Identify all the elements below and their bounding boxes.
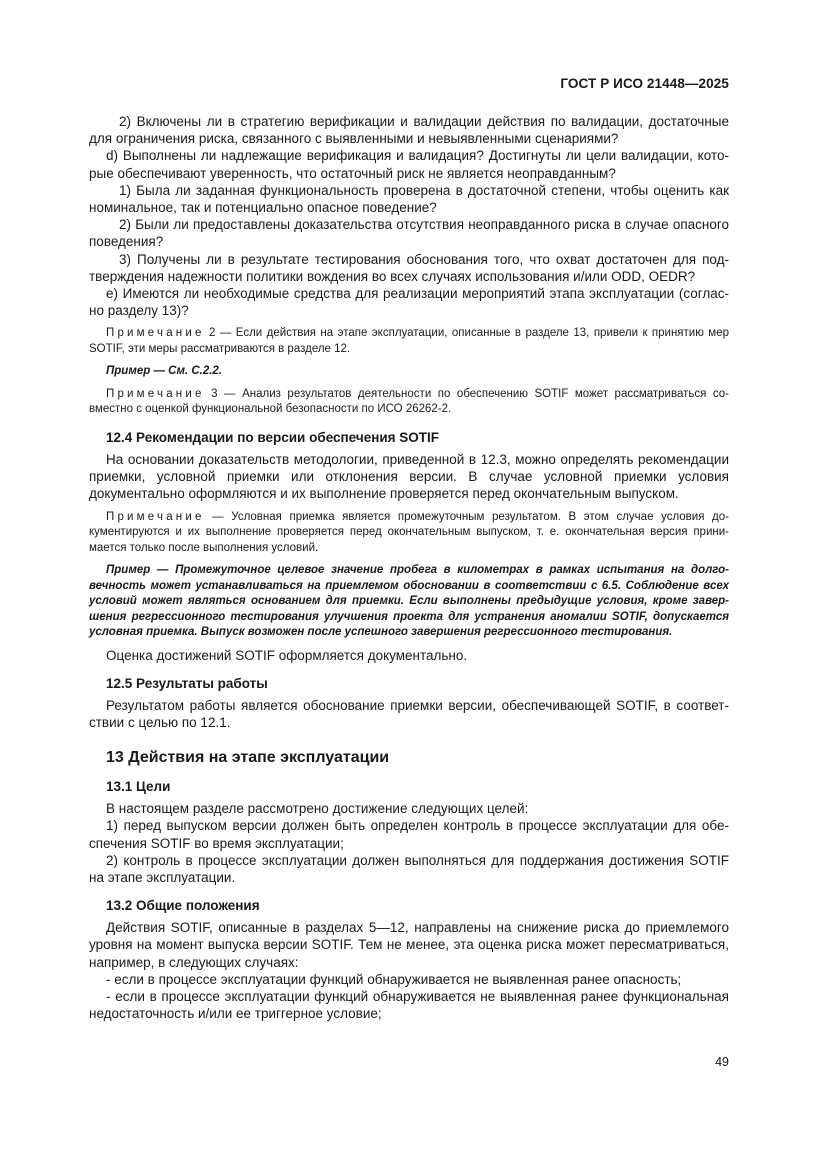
document-header: ГОСТ Р ИСО 21448—2025 [560,76,729,91]
list-item: - если в процессе эксплуатации функций обнаруживается не выявленная ранее функциональная недостаточность и/или ее триггерное условие; [89,988,729,1022]
paragraph: Оценка достижений SOTIF оформляется документально. [106,647,468,663]
note-label: Примечание [106,327,205,340]
paragraph: 2) Были ли предоставлены доказательства отсутствия неоправданного риска в случае опасного поведения? [89,217,729,250]
note [89,326,729,357]
paragraph: Действия SOTIF, описанные в разделах 5—12, направлены на снижение риска до приемлемого уровня на момент выпуска версии SOTIF. Тем не менее, эта оценка риска может пересматриваться, например, в следующих случаях: [89,920,729,970]
note-text: — Условная приемка является промежуточным результатом. В этом случае условия документируются и их выполнение проверяется перед окончательным выпуском, т. е. окончательная версия принимается только после выполнения условий. [89,510,729,554]
paragraph: e) Имеются ли необходимые средства для реализации мероприятий этапа эксплуатации (согласно разделу 13)? [89,286,729,319]
paragraph: d) Выполнены ли надлежащие верификация и валидация? Достигнуты ли цели валидации, которые обеспечивают уверенность, что остаточный риск не является неоправданным? [89,148,729,181]
paragraph: 3) Получены ли в результате тестирования обоснования того, что охват достаточен для подтверждения надежности политики вождения во всех случаях использования и/или ODD, OEDR? [89,251,729,284]
paragraph: 1) Была ли заданная функциональность проверена в достаточной степени, чтобы оценить как номинальное, так и потенциально опасное поведение? [89,182,729,216]
note-text: 2 — Если действия на этапе эксплуатации, описанные в разделе 13, привели к принятию мер SOTIF, эти меры рассматриваются в разделе 12. [89,327,729,355]
paragraph: На основании доказательств методологии, приведенной в 12.3, можно определять рекомендации приемки, условной приемки или отклонения версии. В случае условной приемки условия документально оформляются и их выполнение проверяется перед окончательным выпуском. [89,451,729,502]
note [89,387,729,418]
section-heading: 12.5 Результаты работы [106,675,268,691]
example: Пример — См. С.2.2. [106,365,223,378]
section-heading: 12.4 Рекомендации по версии обеспечения SOTIF [106,429,440,445]
paragraph: Результатом работы является обоснование приемки версии, обеспечивающей SOTIF, в соответствии с целью по 12.1. [89,697,729,730]
note [89,510,729,557]
paragraph: 2) контроль в процессе эксплуатации должен выполняться для поддержания достижения SOTIF на этапе эксплуатации. [89,852,729,885]
paragraph: 1) перед выпуском версии должен быть определен контроль в процессе эксплуатации для обеспечения SOTIF во время эксплуатации; [89,818,729,851]
page-number: 49 [715,1055,729,1069]
note-text: 3 — Анализ результатов деятельности по обеспечению SOTIF может рассматриваться совместно с оценкой функциональной безопасности по ИСО 26262-2. [89,387,729,416]
example: Пример — Промежуточное целевое значение пробега в километрах в рамках испытания на долговечность может устанавливаться на приемлемом обосновании в соответствии с 6.5. Соблюдение всех условий может являться основанием для приемки. Если выполнены предыдущие условия, кроме завершения регрессионного тестирования улучшения проекта для устранения аномалии SOTIF, допускается условная приемка. Выпуск возможен после успешного завершения регрессионного тестирования. [89,564,729,639]
paragraph: В настоящем разделе рассмотрено достижение следующих целей: [106,801,529,817]
chapter-heading: 13 Действия на этапе эксплуатации [106,749,390,767]
note-label: Примечание [106,387,205,400]
section-heading: 13.1 Цели [106,779,171,795]
list-item: - если в процессе эксплуатации функций обнаруживается не выявленная ранее опасность; [106,971,682,987]
paragraph: 2) Включены ли в стратегию верификации и валидации действия по валидации, достаточные для ограничения риска, связанного с выявленными и невыявленными сценариями? [89,114,729,147]
page-content [89,113,729,1022]
note-label: Примечание [106,510,205,523]
section-heading: 13.2 Общие положения [106,898,260,914]
